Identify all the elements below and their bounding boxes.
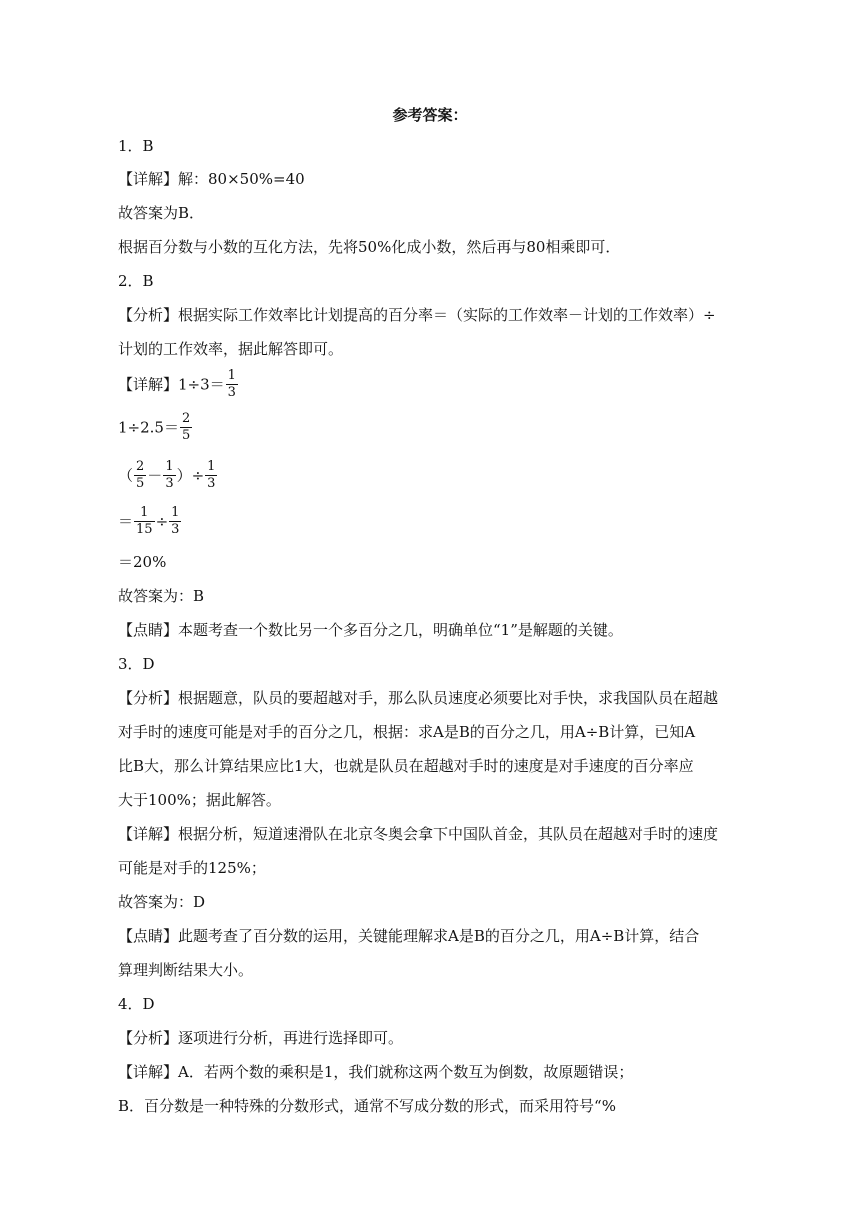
q3-analysis-line1: 【分析】根据题意，队员的要超越对手，那么队员速度必须要比对手快，求我国队员在超越 [118, 689, 719, 707]
paren-open: （ [118, 466, 134, 485]
q3-head: 3．D [118, 655, 155, 673]
page-title: 参考答案： [392, 106, 468, 124]
q1-detail: 【详解】解：80×50%=40 [118, 170, 305, 188]
q2-answer: 故答案为：B [118, 587, 205, 605]
q2-eq2-prefix: 1÷2.5＝ [118, 418, 179, 437]
q3-analysis-line3: 比B大，那么计算结果应比1大，也就是队员在超越对手时的速度是对手速度的百分率应 [118, 757, 694, 775]
fraction: $\frac{1}{3}$ [207, 459, 216, 491]
q2-equation-5: ＝20% [118, 553, 167, 571]
q4-detail-b: B．百分数是一种特殊的分数形式，通常不写成分数的形式，而采用符号“% [118, 1097, 616, 1115]
q3-comment-line2: 算理判断结果大小。 [118, 961, 254, 979]
q2-equation-1 [118, 368, 239, 401]
q3-analysis-line2: 对手时的速度可能是对手的百分之几，根据：求A是B的百分之几，用A÷B计算，已知A [118, 723, 696, 741]
q2-equation-3 [118, 459, 218, 492]
q3-detail-line2: 可能是对手的125%； [118, 859, 266, 877]
q3-answer: 故答案为：D [118, 893, 206, 911]
q2-analysis-line2: 计划的工作效率，据此解答即可。 [118, 340, 344, 358]
fraction: $\frac{2}{5}$ [136, 459, 145, 491]
q4-analysis: 【分析】逐项进行分析，再进行选择即可。 [118, 1029, 404, 1047]
q2-head: 2．B [118, 272, 154, 290]
equals-sign: ＝ [118, 512, 134, 531]
fraction: $\frac{1}{3}$ [227, 368, 236, 400]
q2-equation-2 [118, 411, 193, 444]
fraction: $\frac{1}{3}$ [171, 505, 180, 537]
q3-detail-line1: 【详解】根据分析，短道速滑队在北京冬奥会拿下中国队首金，其队员在超越对手时的速度 [118, 825, 719, 843]
fraction: $\frac{1}{15}$ [136, 505, 153, 537]
q4-head: 4．D [118, 995, 155, 1013]
q1-note: 根据百分数与小数的互化方法，先将50%化成小数，然后再与80相乘即可． [118, 238, 621, 256]
fraction: $\frac{1}{3}$ [165, 459, 174, 491]
divide-sign: ÷ [155, 512, 169, 531]
q3-analysis-line4: 大于100%；据此解答。 [118, 791, 281, 809]
q2-equation-4 [118, 505, 182, 538]
q3-comment-line1: 【点睛】此题考查了百分数的运用，关键能理解求A是B的百分之几，用A÷B计算，结合 [118, 927, 700, 945]
minus-sign: － [147, 466, 163, 485]
q1-head: 1．B [118, 137, 154, 155]
q4-detail-a: 【详解】A．若两个数的乘积是1，我们就称这两个数互为倒数，故原题错误； [118, 1063, 634, 1081]
fraction: $\frac{2}{5}$ [181, 411, 191, 443]
q2-analysis-line1: 【分析】根据实际工作效率比计划提高的百分率＝（实际的工作效率－计划的工作效率）÷ [118, 306, 716, 324]
q2-eq1-prefix: 【详解】1÷3＝ [118, 375, 225, 394]
paren-close-divide: ）÷ [176, 466, 205, 485]
q1-answer: 故答案为B． [118, 204, 205, 222]
q2-comment: 【点睛】本题考查一个数比另一个多百分之几，明确单位“1”是解题的关键。 [118, 621, 623, 639]
